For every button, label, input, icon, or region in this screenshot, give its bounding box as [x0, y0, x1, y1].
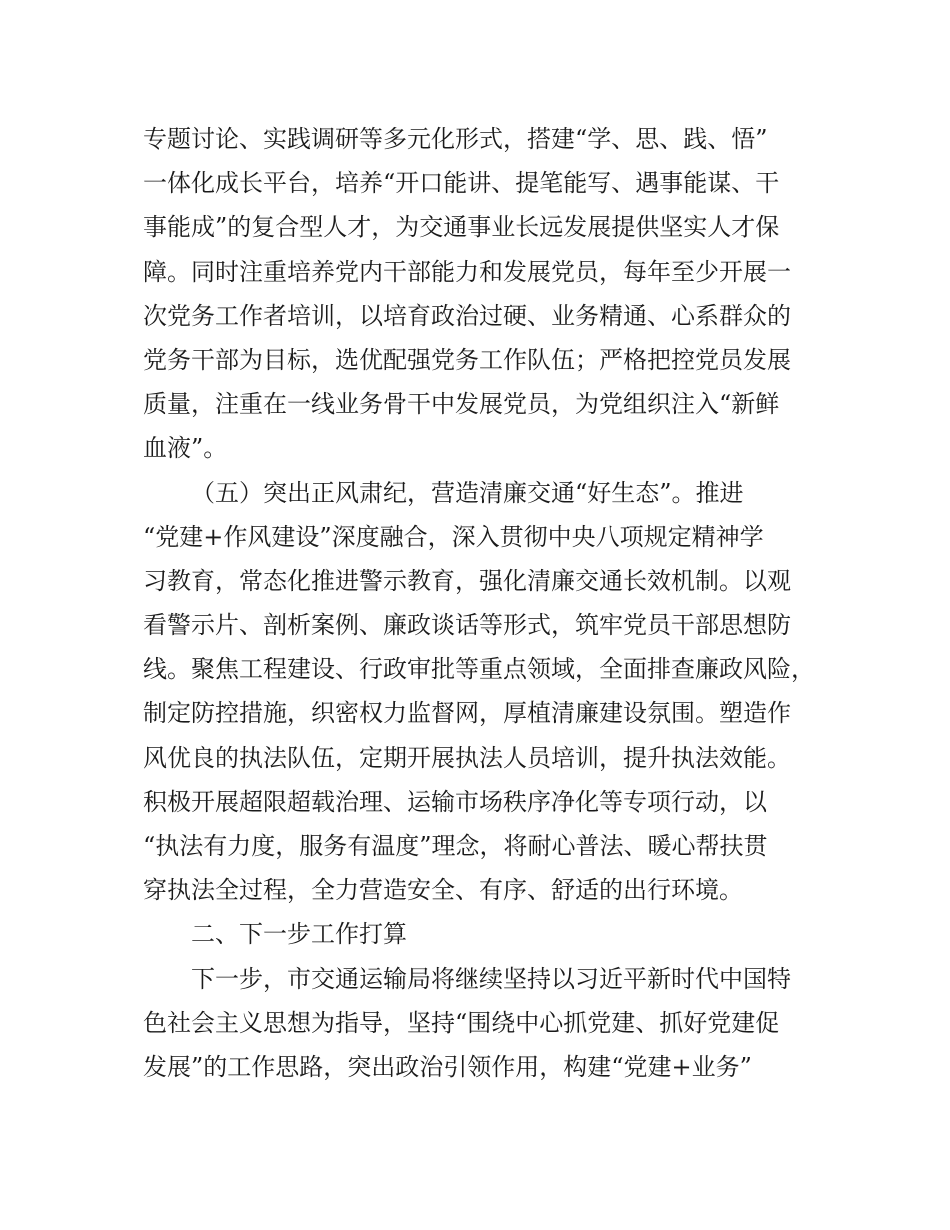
text-line: 下一步，市交通运输局将继续坚持以习近平新时代中国特 [191, 964, 791, 993]
text-line: 事能成”的复合型人才，为交通事业长远发展提供坚实人才保 [143, 213, 780, 242]
text-line: 积极开展超限超载治理、运输市场秩序净化等专项行动，以 [143, 787, 767, 816]
text-line: 专题讨论、实践调研等多元化形式，搭建“学、思、践、悟” [143, 125, 768, 153]
text-line: 制定防控措施，织密权力监督网，厚植清廉建设氛围。塑造作 [143, 699, 791, 728]
text-line: 习教育，常态化推进警示教育，强化清廉交通长效机制。以观 [143, 566, 791, 595]
text-line: 发展”的工作思路，突出政治引领作用，构建“党建+业务” [143, 1052, 752, 1081]
text-line: 一体化成长平台，培养“开口能讲、提笔能写、遇事能谋、干 [143, 169, 780, 198]
text-line: “执法有力度，服务有温度”理念，将耐心普法、暖心帮扶贯 [143, 832, 768, 860]
text-line: 线。聚焦工程建设、行政审批等重点领域，全面排查廉政风险， [143, 655, 815, 684]
document-body [143, 117, 823, 1089]
text-line: 风优良的执法队伍，定期开展执法人员培训，提升执法效能。 [143, 743, 791, 772]
text-line: 次党务工作者培训，以培育政治过硬、业务精通、心系群众的 [143, 301, 791, 330]
text-line: 看警示片、剖析案例、廉政谈话等形式，筑牢党员干部思想防 [143, 611, 791, 640]
section-heading-two: 二、下一步工作打算 [191, 920, 407, 949]
section-heading-five: （五）突出正风肃纪，营造清廉交通“好生态”。推进 [191, 478, 744, 507]
text-line: 质量，注重在一线业务骨干中发展党员，为党组织注入“新鲜 [143, 390, 780, 419]
text-line: 血液”。 [143, 434, 228, 463]
text-line: 色社会主义思想为指导，坚持“围绕中心抓党建、抓好党建促 [143, 1008, 780, 1037]
text-line: 党务干部为目标，选优配强党务工作队伍；严格把控党员发展 [143, 345, 791, 374]
text-line: 穿执法全过程，全力营造安全、有序、舒适的出行环境。 [143, 876, 743, 905]
text-line: “党建+作风建设”深度融合，深入贯彻中央八项规定精神学 [143, 522, 764, 551]
text-line: 障。同时注重培养党内干部能力和发展党员，每年至少开展一 [143, 257, 791, 286]
